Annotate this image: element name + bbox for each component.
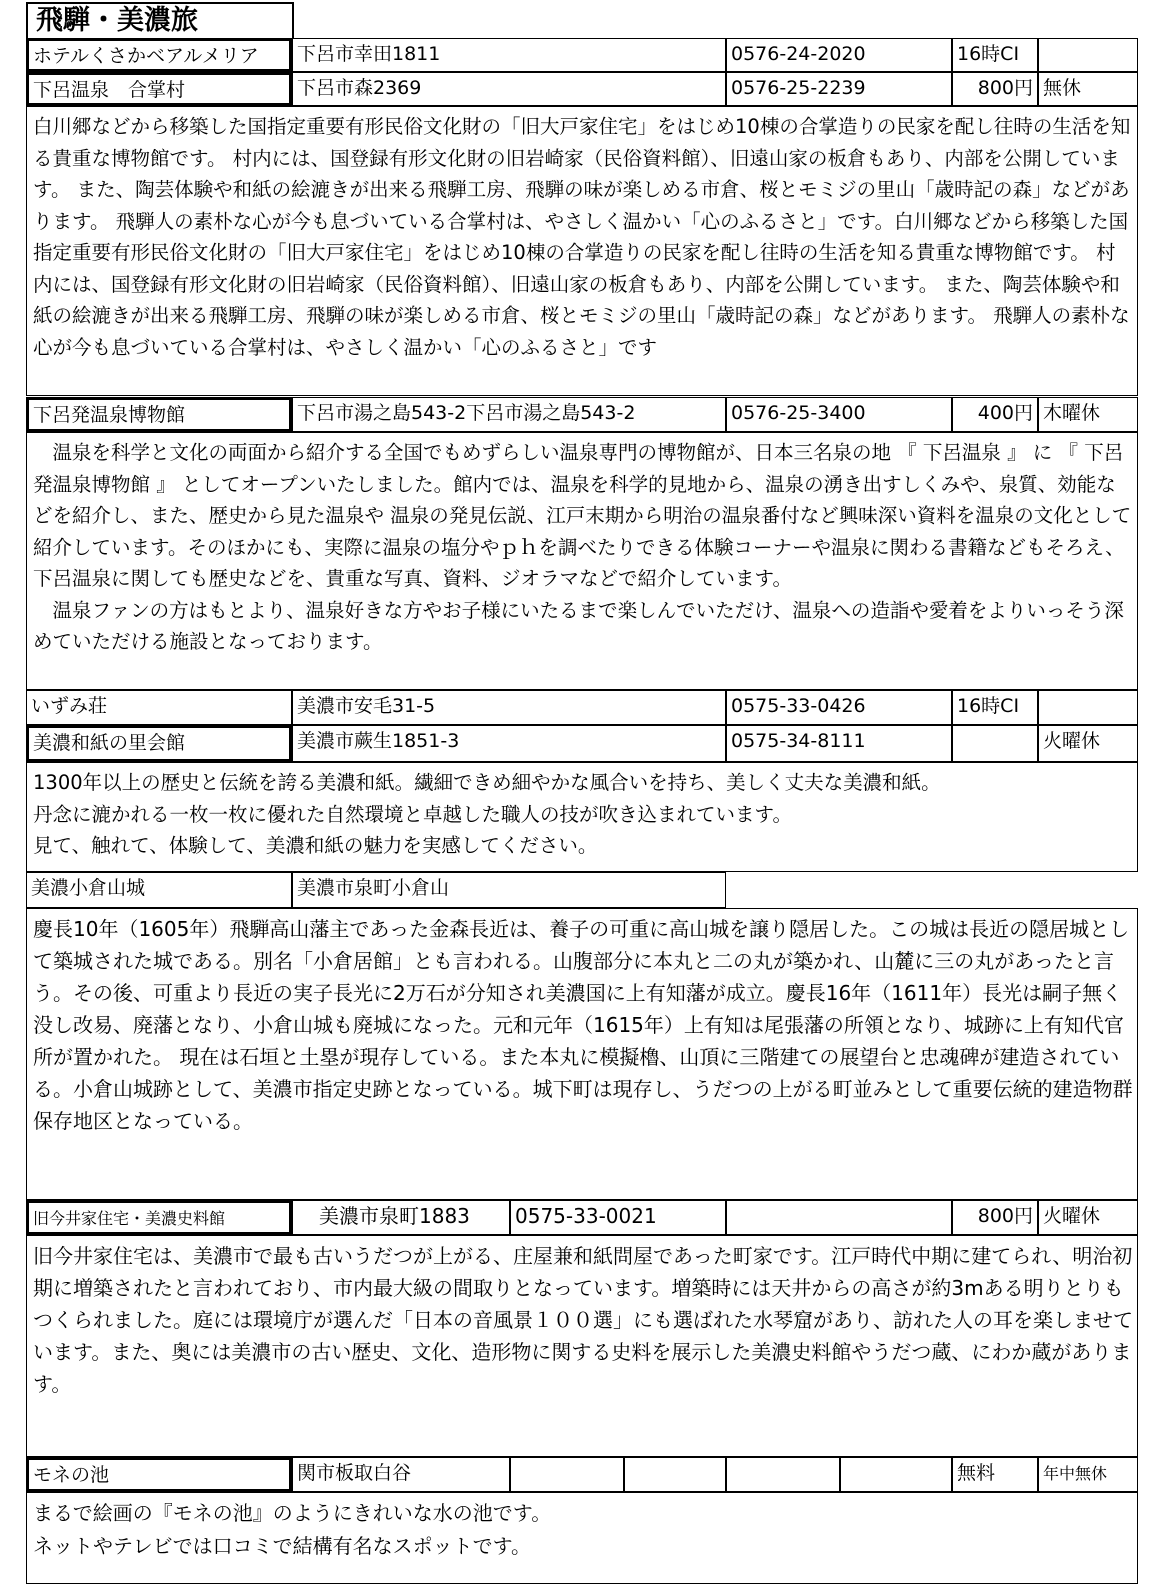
entry-empty (726, 1457, 840, 1492)
entry-checkin: 16時CI (952, 38, 1038, 72)
entry-description (26, 1235, 1138, 1457)
entry-name: いずみ荘 (26, 690, 292, 725)
description-paragraph: 旧今井家住宅は、美濃市で最も古いうだつが上がる、庄屋兼和紙問屋であった町家です。江戸時代中期に建てられ、明治初期に増築されたと言われており、市内最大級の間取りとなっています。増築時には天井からの高さが約3mある明りとりもつくられました。庭には環境庁が選んだ「日本の音風景１００選」にも選ばれた水琴窟があり、訪れた人の耳を楽しませています。また、奥には美濃市の古い歴史、文化、造形物に関する史料を展示した美濃史料館やうだつ蔵、にわか蔵があります。 (33, 1244, 1133, 1396)
entry-empty (840, 1457, 952, 1492)
entry-closed: 木曜休 (1038, 397, 1138, 432)
entry-empty (1038, 38, 1138, 72)
entry-address: 関市板取白谷 (292, 1457, 510, 1492)
description-paragraph: 慶長10年（1605年）飛騨高山藩主であった金森長近は、養子の可重に高山城を譲り隠居した。この城は長近の隠居城として築城された城である。別名「小倉居館」とも言われる。山腹部分に本丸と二の丸が築かれ、山麓に三の丸があったと言う。その後、可重より長近の実子長光に2万石が分知され美濃国に上有知藩が成立。慶長16年（1611年）長光は嗣子無く没し改易、廃藩となり、小倉山城も廃城になった。元和元年（1615年）上有知は尾張藩の所領となり、城跡に上有知代官所が置かれた。 現在は石垣と土塁が現存している。また本丸に模擬櫓、山頂に三階建ての展望台と忠魂碑が建造されている。小倉山城跡として、美濃市指定史跡となっている。城下町は現存し、うだつの上がる町並みとして重要伝統的建造物群保存地区となっている。 (33, 917, 1133, 1133)
description-paragraph: 1300年以上の歴史と伝統を誇る美濃和紙。繊細できめ細やかな風合いを持ち、美しく丈夫な美濃和紙。 (33, 771, 941, 794)
entry-checkin: 16時CI (952, 690, 1038, 725)
description-paragraph: 温泉ファンの方はもとより、温泉好きな方やお子様にいたるまで楽しんでいただけ、温泉への造詣や愛着をよりいっそう深めていただける施設となっております。 (33, 598, 1124, 653)
entry-address: 美濃市泉町1883 (292, 1200, 510, 1235)
entry-description (26, 908, 1138, 1200)
description-paragraph: 白川郷などから移築した国指定重要有形民俗文化財の「旧大戸家住宅」をはじめ10棟の合掌造りの民家を配し往時の生活を知る貴重な博物館です。 村内には、国登録有形文化財の旧岩崎家（民俗資料館）、旧遠山家の板倉もあり、内部を公開しています。 また、陶芸体験や和紙の絵漉きが出来る飛騨工房、飛騨の味が楽しめる市倉、桜とモミジの里山「歳時記の森」などがあります。 飛騨人の素朴な心が今も息づいている合掌村は、やさしく温かい「心のふるさと」です。白川郷などから移築した国指定重要有形民俗文化財の「旧大戸家住宅」をはじめ10棟の合掌造りの民家を配し往時の生活を知る貴重な博物館です。 村内には、国登録有形文化財の旧岩崎家（民俗資料館）、旧遠山家の板倉もあり、内部を公開しています。 また、陶芸体験や和紙の絵漉きが出来る飛騨工房、飛騨の味が楽しめる市倉、桜とモミジの里山「歳時記の森」などがあります。 飛騨人の素朴な心が今も息づいている合掌村は、やさしく温かい「心のふるさと」です (33, 115, 1131, 359)
entry-description (26, 762, 1138, 872)
entry-phone: 0575-34-8111 (726, 725, 952, 762)
entry-price: 800円 (952, 72, 1038, 106)
entry-address: 美濃市泉町小倉山 (292, 872, 726, 908)
entry-phone: 0575-33-0426 (726, 690, 952, 725)
entry-address: 下呂市湯之島543-2下呂市湯之島543-2 (292, 397, 726, 432)
entry-phone: 0575-33-0021 (510, 1200, 726, 1235)
entry-name: 旧今井家住宅・美濃史料館 (26, 1200, 292, 1235)
description-paragraph: ネットやテレビでは口コミで結構有名なスポットです。 (33, 1534, 531, 1558)
entry-name: 下呂発温泉博物館 (26, 397, 292, 432)
entry-price: 800円 (952, 1200, 1038, 1235)
entry-name: 美濃小倉山城 (26, 872, 292, 908)
entry-empty (510, 1457, 624, 1492)
entry-phone: 0576-24-2020 (726, 38, 952, 72)
page-title: 飛騨・美濃旅 (26, 2, 294, 38)
entry-empty (1038, 690, 1138, 725)
description-paragraph: 丹念に漉かれる一枚一枚に優れた自然環境と卓越した職人の技が吹き込まれています。 (33, 802, 792, 826)
entry-closed: 年中無休 (1038, 1457, 1138, 1492)
entry-name: 美濃和紙の里会館 (26, 725, 292, 762)
entry-name: モネの池 (26, 1457, 292, 1492)
entry-price: 400円 (952, 397, 1038, 432)
entry-empty (952, 725, 1038, 762)
entry-description (26, 1492, 1138, 1584)
entry-phone: 0576-25-2239 (726, 72, 952, 106)
entry-closed: 無休 (1038, 72, 1138, 106)
entry-empty (624, 1457, 726, 1492)
entry-closed: 火曜休 (1038, 1200, 1138, 1235)
entry-address: 美濃市蕨生1851-3 (292, 725, 726, 762)
entry-closed: 火曜休 (1038, 725, 1138, 762)
entry-name: 下呂温泉 合掌村 (26, 72, 292, 106)
entry-description (26, 106, 1138, 396)
entry-price: 無料 (952, 1457, 1038, 1492)
entry-address: 下呂市幸田1811 (292, 38, 726, 72)
description-paragraph: 温泉を科学と文化の両面から紹介する全国でもめずらしい温泉専門の博物館が、日本三名泉の地 『 下呂温泉 』 に 『 下呂発温泉博物館 』 としてオープンいたしました。館内では、温泉を科学的見地から、温泉の湧き出すしくみや、泉質、効能などを紹介し、また、歴史から見た温泉や 温泉の発見伝説、江戸末期から明治の温泉番付など興味深い資料を温泉の文化として紹介しています。そのほかにも、実際に温泉の塩分やｐｈを調べたりできる体験コーナーや温泉に関わる書籍などもそろえ、下呂温泉に関しても歴史などを、貴重な写真、資料、ジオラマなどで紹介しています。 (33, 441, 1132, 590)
entry-description (26, 432, 1138, 690)
description-paragraph: まるで絵画の『モネの池』のようにきれいな水の池です。 (33, 1501, 552, 1525)
entry-address: 下呂市森2369 (292, 72, 726, 106)
entry-address: 美濃市安毛31-5 (292, 690, 726, 725)
entry-phone: 0576-25-3400 (726, 397, 952, 432)
description-paragraph: 見て、触れて、体験して、美濃和紙の魅力を実感してください。 (33, 834, 598, 857)
entry-empty (726, 1200, 952, 1235)
entry-name: ホテルくさかベアルメリア (26, 38, 292, 72)
